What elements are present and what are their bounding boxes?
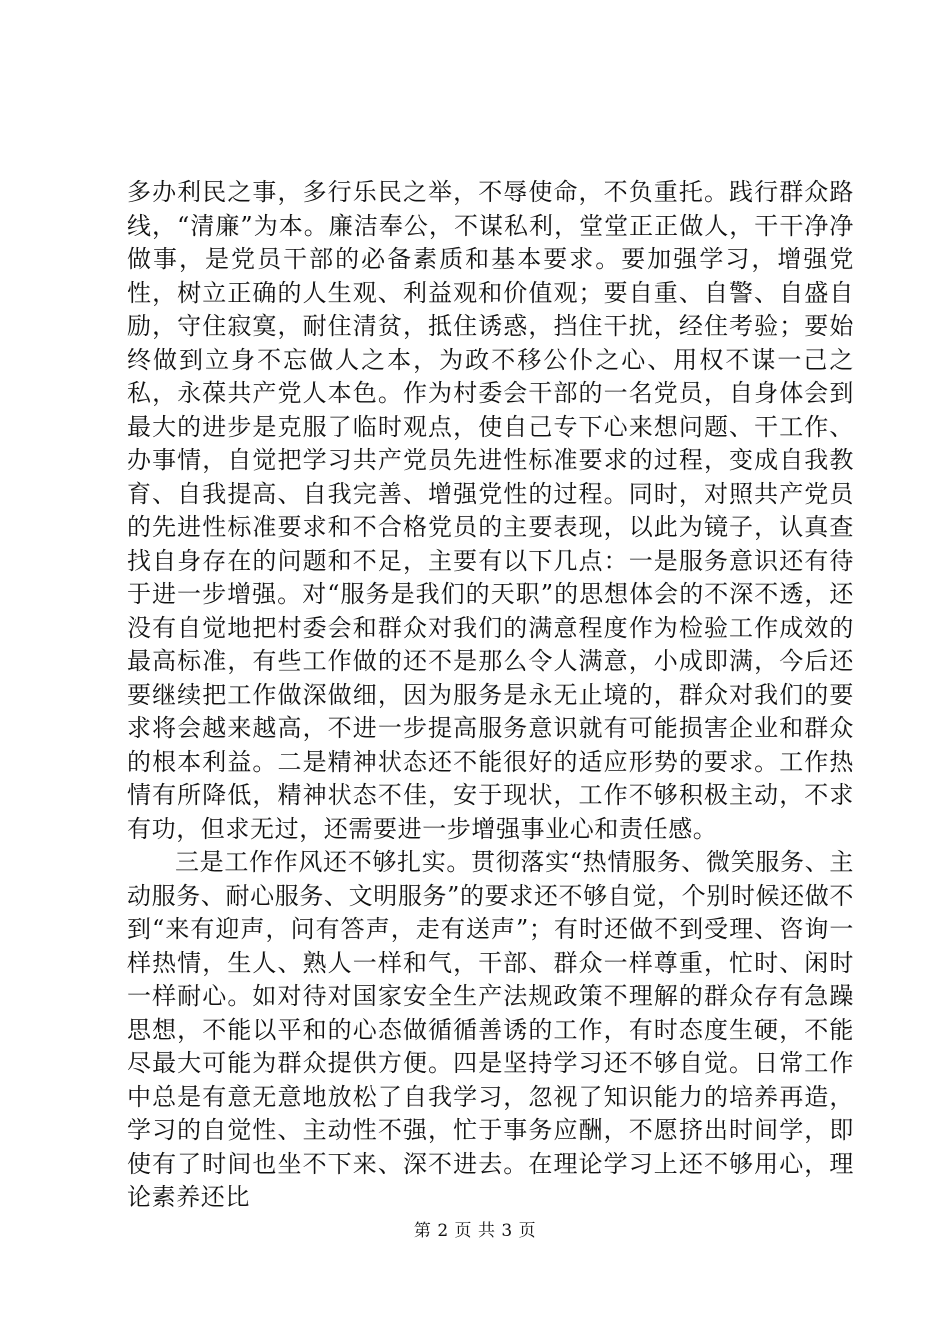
paragraph-1: 多办利民之事，多行乐民之举，不辱使命，不负重托。践行群众路线，“清廉”为本。廉洁奉公，不谋私利，堂堂正正做人，干干净净做事，是党员干部的必备素质和基本要求。要加强学习，增强党性，树立正确的人生观、利益观和价值观；要自重、自警、自盛自励，守住寂寞，耐住清贫，抵住诱惑，挡住干扰，经住考验；要始终做到立身不忘做人之本，为政不移公仆之心、用权不谋一己之私，永葆共产党人本色。作为村委会干部的一名党员，自身体会到最大的进步是克服了临时观点，使自己专下心来想问题、干工作、办事情，自觉把学习共产党员先进性标准要求的过程，变成自我教育、自我提高、自我完善、增强党性的过程。同时，对照共产党员的先进性标准要求和不合格党员的主要表现，以此为镜子，认真查找自身存在的问题和不足，主要有以下几点：一是服务意识还有待于进一步增强。对“服务是我们的天职”的思想体会的不深不透，还没有自觉地把村委会和群众对我们的满意程度作为检验工作成效的最高标准，有些工作做的还不是那么令人满意，小成即满，今后还要继续把工作做深做细，因为服务是永无止境的，群众对我们的要求将会越来越高，不进一步提高服务意识就有可能损害企业和群众的根本利益。二是精神状态还不能很好的适应形势的要求。工作热情有所降低，精神状态不佳，安于现状，工作不够积极主动，不求有功，但求无过，还需要进一步增强事业心和责任感。 — [127, 178, 854, 843]
page-footer: 第 2 页 共 3 页 — [413, 1221, 537, 1241]
paragraph-2: 三是工作作风还不够扎实。贯彻落实“热情服务、微笑服务、主动服务、耐心服务、文明服务”的要求还不够自觉，个别时候还做不到“来有迎声，问有答声，走有送声”；有时还做不到受理、咨询一样热情，生人、熟人一样和气，干部、群众一样尊重，忙时、闲时一样耐心。如对待对国家安全生产法规政策不理解的群众存有急躁思想，不能以平和的心态做循循善诱的工作，有时态度生硬，不能尽最大可能为群众提供方便。四是坚持学习还不够自觉。日常工作中总是有意无意地放松了自我学习，忽视了知识能力的培养再造，学习的自觉性、主动性不强，忙于事务应酬，不愿挤出时间学，即使有了时间也坐不下来、深不进去。在理论学习上还不够用心，理论素养还比 — [127, 848, 854, 1211]
document-body — [127, 176, 854, 1215]
